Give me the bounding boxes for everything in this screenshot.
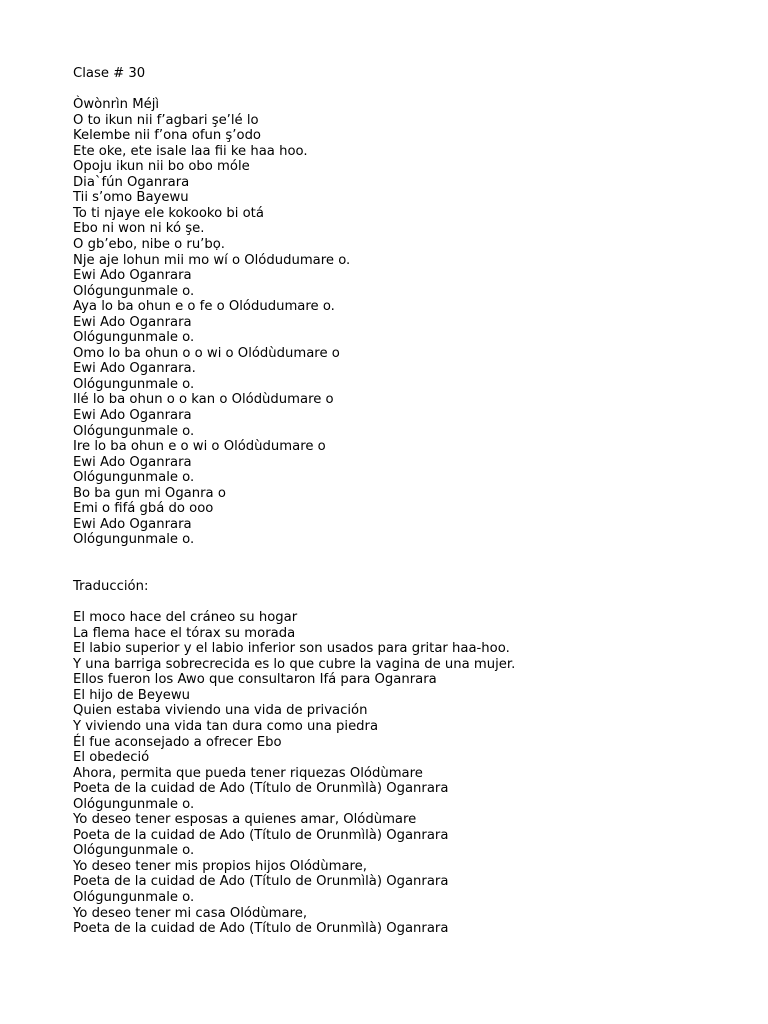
blank-lines (73, 548, 753, 579)
verse-line: Opoju ikun nii bo obo móle (73, 159, 250, 175)
verse-line: Ete oke, ete isale laa fii ke haa hoo. (73, 143, 308, 159)
verse-line: Aya lo ba ohun e o fe o Olódudumare o. (73, 299, 335, 315)
translation-line: Poeta de la cuidad de Ado (Título de Orunmìlà) Oganrara (73, 921, 449, 937)
verse-line: Dia`fún Oganrara (73, 174, 190, 190)
translation-line: La flema hace el tórax su morada (73, 625, 296, 641)
verse-line: Tii s’omo Bayewu (73, 190, 189, 206)
verse-line: Kelembe nii f’ona ofun ş’odo (73, 128, 262, 144)
translation-line: Ológungunmale o. (73, 889, 195, 905)
translation-line: Poeta de la cuidad de Ado (Título de Orunmìlà) Oganrara (73, 781, 449, 797)
translation-line: Poeta de la cuidad de Ado (Título de Orunmìlà) Oganrara (73, 874, 449, 890)
verse-line: Nje aje lohun mii mo wí o Olódudumare o. (73, 252, 351, 268)
blank-line (73, 82, 753, 98)
translation-line: Yo deseo tener mis propios hijos Olódùmare, (73, 858, 367, 874)
translation-line: El hijo de Beyewu (73, 687, 191, 703)
verse-line: Ológungunmale o. (73, 532, 195, 548)
verse-line: O to ikun nii f’agbari şe’lé lo (73, 112, 259, 128)
verse-line: Omo lo ba ohun o o wi o Olódùdumare o (73, 345, 340, 361)
translation-line: Yo deseo tener mi casa Olódùmare, (73, 905, 308, 921)
verse-line: Ológungunmale o. (73, 423, 195, 439)
translation-line: Y una barriga sobrecrecida es lo que cubre la vagina de una mujer. (73, 656, 516, 672)
verse-line: Ebo ni won ni kó şe. (73, 221, 205, 237)
verse-line: Ológungunmale o. (73, 470, 195, 486)
verse-line: To ti njaye ele kokooko bi otá (73, 205, 264, 221)
verse-line: Ológungunmale o. (73, 330, 195, 346)
yoruba-verse (73, 97, 753, 548)
verse-line: Ewi Ado Oganrara (73, 516, 192, 532)
translation-line: Yo deseo tener esposas a quienes amar, Olódùmare (73, 812, 417, 828)
verse-line: Ewi Ado Oganrara (73, 268, 192, 284)
verse-line: Ológungunmale o. (73, 283, 195, 299)
verse-line: Emi o fifá gbá do ooo (73, 501, 214, 517)
translation-line: Ahora, permita que pueda tener riquezas Olódùmare (73, 765, 423, 781)
document-heading: Clase # 30 (73, 66, 146, 81)
verse-line: Ewi Ado Oganrara. (73, 361, 196, 377)
document-page (73, 66, 753, 937)
translation-line: Ológungunmale o. (73, 843, 195, 859)
verse-line: O gb’ebo, nibe o ru’bọ. (73, 237, 226, 253)
translation-heading: Traducción: (73, 579, 149, 595)
blank-line (73, 595, 753, 611)
spanish-translation (73, 610, 753, 936)
translation-line: Quien estaba viviendo una vida de privación (73, 703, 368, 719)
verse-line: Ire lo ba ohun e o wi o Olódùdumare o (73, 439, 326, 455)
translation-line: El moco hace del cráneo su hogar (73, 610, 298, 626)
translation-line: Poeta de la cuidad de Ado (Título de Orunmìlà) Oganrara (73, 827, 449, 843)
verse-line: Ewi Ado Oganrara (73, 408, 192, 424)
verse-line: Bo ba gun mi Oganra o (73, 485, 226, 501)
verse-line: Ológungunmale o. (73, 376, 195, 392)
translation-line: Ológungunmale o. (73, 796, 195, 812)
verse-line: Ewi Ado Oganrara (73, 454, 192, 470)
translation-line: El labio superior y el labio inferior son usados para gritar haa-hoo. (73, 641, 510, 657)
translation-line: Él fue aconsejado a ofrecer Ebo (73, 734, 282, 750)
translation-line: Ellos fueron los Awo que consultaron Ifá para Oganrara (73, 672, 437, 688)
translation-line: Y viviendo una vida tan dura como una piedra (73, 718, 379, 734)
verse-line: Òwònrìn Méjì (73, 97, 160, 113)
verse-line: Ilé lo ba ohun o o kan o Olódùdumare o (73, 392, 334, 408)
verse-line: Ewi Ado Oganrara (73, 314, 192, 330)
translation-line: El obedeció (73, 750, 150, 766)
